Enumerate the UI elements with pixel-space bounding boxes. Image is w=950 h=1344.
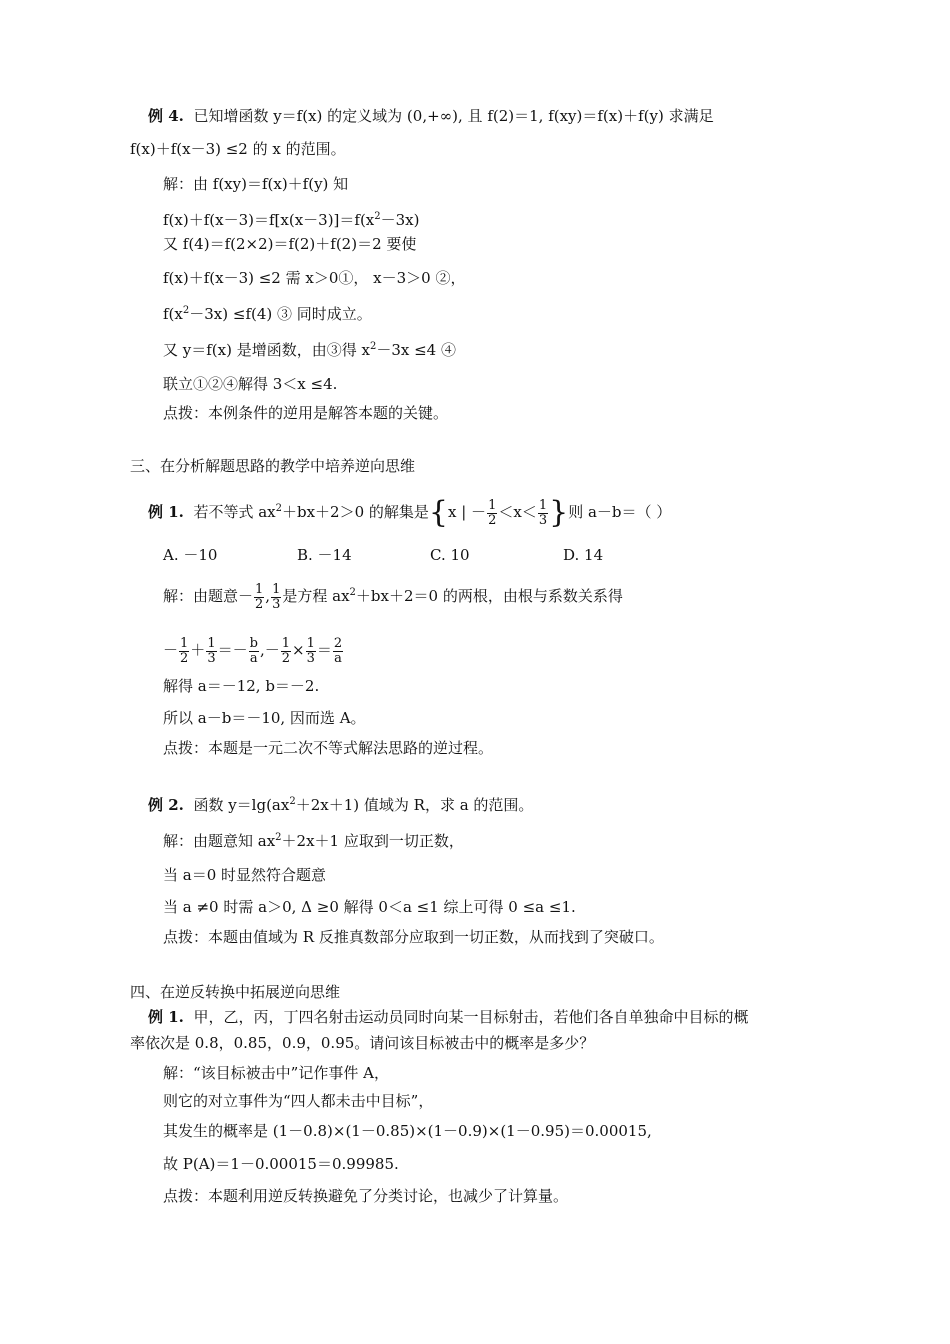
left-brace-glyph: { <box>428 495 448 530</box>
ex4-sol3: 又 f(4)＝f(2×2)＝f(2)＋f(2)＝2 要使 <box>163 235 417 253</box>
ex4-label: 例 4. <box>148 107 184 125</box>
s4-sol1: 解：“该目标被击中”记作事件 A， <box>163 1064 389 1082</box>
ex4-sol7: 联立①②④解得 3＜x ≤4. <box>163 375 338 393</box>
option-b: B. －14 <box>297 546 352 564</box>
section3-heading: 三、在分析解题思路的教学中培养逆向思维 <box>130 457 416 475</box>
ex4-line1: 例 4. 已知增函数 y＝f(x) 的定义域为 (0,+∞), 且 f(2)＝1, f(xy)＝f(x)＋f(y) 求满足 <box>148 107 714 125</box>
s3-ex1-sol2: 解得 a＝－12, b＝－2. <box>163 677 320 695</box>
s3-ex2-sol3: 当 a ≠0 时需 a＞0, Δ ≥0 解得 0＜a ≤1 综上可得 0 ≤a ≤1. <box>163 898 576 916</box>
s3-ex2-sol1: 解：由题意知 $ax^2+2x+1$ 应取到一切正数， <box>163 832 464 850</box>
s4-sol3: 其发生的概率是 (1－0.8)×(1－0.85)×(1－0.9)×(1－0.95)＝0.00015, <box>163 1122 652 1140</box>
ex4-line2: f(x)＋f(x－3) ≤2 的 x 的范围。 <box>130 140 346 158</box>
s3-ex1-tip: 点拨：本题是一元二次不等式解法思路的逆过程。 <box>163 739 494 757</box>
s4-tip: 点拨：本题利用逆反转换避免了分类讨论，也减少了计算量。 <box>163 1187 569 1205</box>
s4-sol4: 故 P(A)＝1－0.00015＝0.99985. <box>163 1155 399 1173</box>
ex4-tip: 点拨：本例条件的逆用是解答本题的关键。 <box>163 404 449 422</box>
fraction-half: $\frac{1}{2}$ <box>488 497 497 528</box>
fraction-third: $\frac{1}{3}$ <box>538 497 548 528</box>
option-c: C. 10 <box>430 546 470 564</box>
s3-ex1-line: 例 1. 若不等式 $ax^2+bx+2>0$ 的解集是{x | － $\frac{1}{2}$ ＜x＜ $\frac{1}{3}$ }则 a－b＝（ ） <box>148 495 672 530</box>
s3-ex1-sol1: 解：由题意－ $\frac{1}{2}$ , $\frac{1}{3}$ 是方程 $ax^2+bx+2=0$ 的两根，由根与系数关系得 <box>163 581 623 612</box>
ex4-sol6: 又 y＝f(x) 是增函数，由③得 $x^2-3x \le 4$ ④ <box>163 341 456 359</box>
s4-ex1-line1: 例 1. 甲，乙，丙，丁四名射击运动员同时向某一目标射击，若他们各自单独命中目标的概 <box>148 1008 749 1026</box>
s3-ex2-sol2: 当 a＝0 时显然符合题意 <box>163 866 327 884</box>
s4-ex1-label: 例 1. <box>148 1008 184 1026</box>
section4-heading: 四、在逆反转换中拓展逆向思维 <box>130 983 341 1001</box>
ex4-sol4: f(x)＋f(x－3) ≤2 需 x＞0①， x－3＞0 ②， <box>163 269 466 287</box>
s4-ex1-line2: 率依次是 0.8，0.85，0.9，0.95。请问该目标被击中的概率是多少？ <box>130 1034 595 1052</box>
right-brace-glyph: } <box>549 495 569 530</box>
s3-ex2-tip: 点拨：本题由值域为 R 反推真数部分应取到一切正数，从而找到了突破口。 <box>163 928 664 946</box>
s3-ex1-label: 例 1. <box>148 503 184 521</box>
s3-ex1-equation: － $\frac{1}{2}$ ＋ $\frac{1}{3}$ ＝－ $\frac{b}{a}$ ,－ $\frac{1}{2}$ × $\frac{1}{3}$ ＝ $\frac{2}{a}$ <box>163 635 343 666</box>
ex4-sol2: $f(x)+f(x-3)=f[x(x-3)]=f(x^2-3x)$ <box>163 211 420 229</box>
ex4-sol1: 解：由 f(xy)＝f(x)＋f(y) 知 <box>163 175 349 193</box>
s3-ex1-sol3: 所以 a－b＝－10, 因而选 A。 <box>163 709 366 727</box>
option-d: D. 14 <box>563 546 604 564</box>
s3-ex2-label: 例 2. <box>148 796 184 814</box>
s4-sol2: 则它的对立事件为“四人都未击中目标”， <box>163 1092 434 1110</box>
s3-ex2-line: 例 2. 函数 $y=\lg(ax^2+2x+1)$ 值域为 R，求 a 的范围。 <box>148 796 534 814</box>
ex4-sol5: $f(x^2-3x) \le f(4)$ ③ 同时成立。 <box>163 305 372 323</box>
option-a: A. －10 <box>163 546 218 564</box>
